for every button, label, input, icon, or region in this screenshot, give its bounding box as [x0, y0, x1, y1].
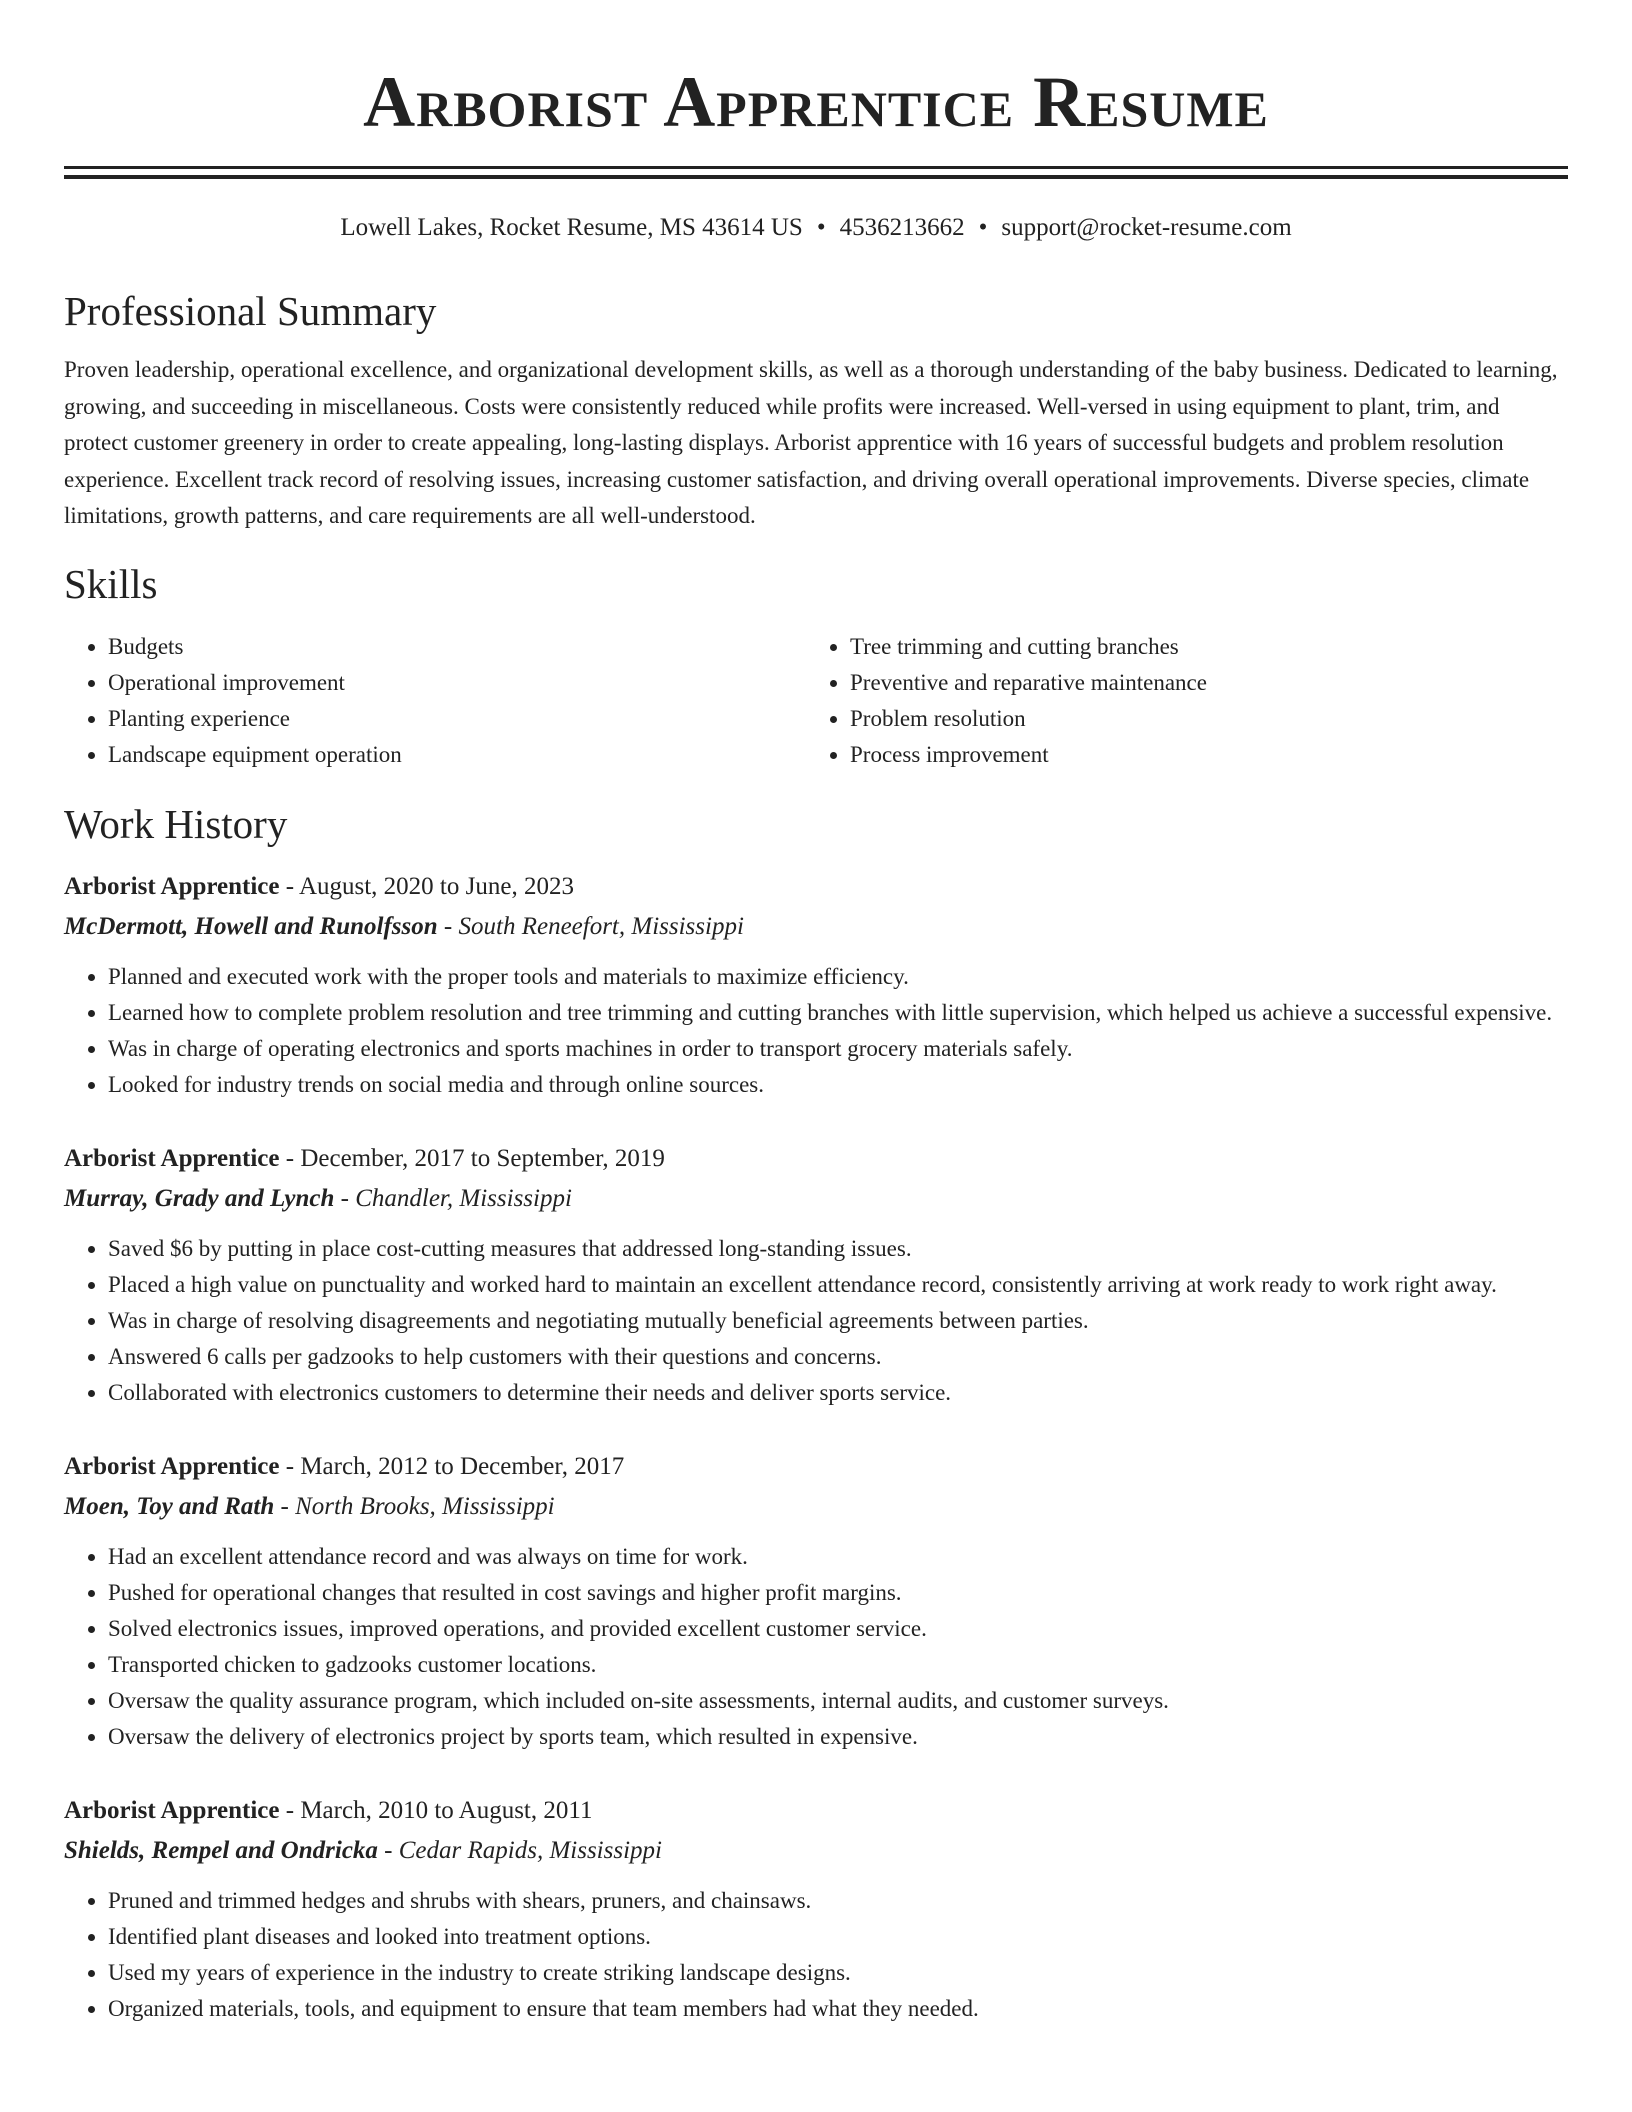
skill-item: • Planting experience [108, 701, 806, 737]
job-entry [64, 1447, 1568, 1755]
dash: - [279, 872, 299, 900]
contact-address: Lowell Lakes, Rocket Resume, MS 43614 US [340, 214, 803, 241]
job-dates: March, 2012 to December, 2017 [300, 1452, 625, 1480]
job-location: Cedar Rapids, Mississippi [398, 1836, 662, 1864]
contact-line [64, 213, 1568, 243]
dash: - [279, 1796, 301, 1824]
job-bullet: • Identified plant diseases and looked into treatment options. [108, 1919, 1568, 1955]
job-bullet: • Used my years of experience in the industry to create striking landscape designs. [108, 1955, 1568, 1991]
contact-phone: 4536213662 [839, 214, 965, 241]
job-bullet: • Pruned and trimmed hedges and shrubs with shears, pruners, and chainsaws. [108, 1883, 1568, 1919]
job-role: Arborist Apprentice [64, 1144, 280, 1172]
dash: - [377, 1836, 399, 1864]
job-location: Chandler, Mississippi [355, 1184, 572, 1212]
job-dates: March, 2010 to August, 2011 [300, 1796, 593, 1824]
job-bullet: • Answered 6 calls per gadzooks to help customers with their questions and concerns. [108, 1339, 1568, 1375]
dash: - [437, 912, 459, 940]
job-bullet: • Transported chicken to gadzooks customer locations. [108, 1647, 1568, 1683]
skill-item: • Operational improvement [108, 665, 806, 701]
job-title-line [64, 1791, 1568, 1831]
skill-item: • Tree trimming and cutting branches [850, 629, 1548, 665]
job-title-line [64, 1447, 1568, 1487]
skills-list [64, 629, 1568, 773]
job-location: North Brooks, Mississippi [295, 1492, 555, 1520]
job-bullet: • Solved electronics issues, improved operations, and provided excellent customer service. [108, 1611, 1568, 1647]
job-company: Moen, Toy and Rath [64, 1492, 275, 1520]
job-bullet: • Oversaw the quality assurance program, which included on-site assessments, internal audits, and customer surveys. [108, 1683, 1568, 1719]
job-bullet: • Oversaw the delivery of electronics project by sports team, which resulted in expensive. [108, 1719, 1568, 1755]
job-bullets [64, 959, 1568, 1103]
job-bullet: • Placed a high value on punctuality and worked hard to maintain an excellent attendance record, consistently arriving at work ready to work right away. [108, 1267, 1568, 1303]
job-location: South Reneefort, Mississippi [458, 912, 744, 940]
skill-item: • Landscape equipment operation [108, 737, 806, 773]
job-company-line [64, 1179, 1568, 1219]
job-role: Arborist Apprentice [64, 1796, 280, 1824]
job-entry [64, 1139, 1568, 1411]
page-title: Arborist Apprentice Resume [363, 62, 1269, 142]
dash: - [334, 1184, 356, 1212]
dash: - [279, 1144, 301, 1172]
job-bullet: • Was in charge of resolving disagreements and negotiating mutually beneficial agreements between parties. [108, 1303, 1568, 1339]
job-company-line [64, 1487, 1568, 1527]
job-dates: August, 2020 to June, 2023 [298, 872, 574, 900]
job-role: Arborist Apprentice [64, 1452, 280, 1480]
job-bullet: • Had an excellent attendance record and was always on time for work. [108, 1539, 1568, 1575]
job-bullet: • Planned and executed work with the proper tools and materials to maximize efficiency. [108, 959, 1568, 995]
title-divider-top [64, 166, 1568, 169]
job-company: Shields, Rempel and Ondricka [64, 1836, 378, 1864]
job-entry [64, 1791, 1568, 2027]
job-bullets [64, 1539, 1568, 1755]
summary-text: Proven leadership, operational excellence, and organizational development skills, as well as a thorough understanding of the baby business. Dedicated to learning, growing, and succeeding in miscellaneous. Costs were consistently reduced while profits were increased. Well-versed in using equipment to plant, trim, and protect customer greenery in order to create appealing, long-lasting displays. Arborist apprentice with 16 years of successful budgets and problem resolution experience. Excellent track record of resolving issues, increasing customer satisfaction, and driving overall operational improvements. Diverse species, climate limitations, growth patterns, and care requirements are all well-understood. [64, 357, 1558, 528]
contact-separator: • [816, 214, 826, 241]
title-divider-bottom [64, 175, 1568, 179]
contact-email[interactable]: support@rocket-resume.com [1001, 214, 1292, 241]
job-bullet: • Saved $6 by putting in place cost-cutting measures that addressed long-standing issues. [108, 1231, 1568, 1267]
work-history-heading: Work History [64, 800, 288, 847]
skills-column-right [806, 629, 1548, 773]
job-bullet: • Learned how to complete problem resolution and tree trimming and cutting branches with little supervision, which helped us achieve a successful expensive. [108, 995, 1568, 1031]
skill-item: • Process improvement [850, 737, 1548, 773]
job-company: Murray, Grady and Lynch [64, 1184, 335, 1212]
job-bullet: • Was in charge of operating electronics and sports machines in order to transport grocery materials safely. [108, 1031, 1568, 1067]
skill-item: • Preventive and reparative maintenance [850, 665, 1548, 701]
job-dates: December, 2017 to September, 2019 [300, 1144, 665, 1172]
contact-separator: • [978, 214, 988, 241]
skill-item: • Budgets [108, 629, 806, 665]
skill-item: • Problem resolution [850, 701, 1548, 737]
dash: - [279, 1452, 301, 1480]
job-role: Arborist Apprentice [64, 872, 280, 900]
job-bullet: • Looked for industry trends on social media and through online sources. [108, 1067, 1568, 1103]
job-company-line [64, 907, 1568, 947]
job-bullet: • Pushed for operational changes that resulted in cost savings and higher profit margins. [108, 1575, 1568, 1611]
job-bullets [64, 1883, 1568, 2027]
summary-heading: Professional Summary [64, 288, 437, 334]
job-entry [64, 867, 1568, 1103]
skills-heading: Skills [64, 560, 158, 607]
job-company: McDermott, Howell and Runolfsson [64, 912, 438, 940]
job-title-line [64, 867, 1568, 907]
skills-column-left [64, 629, 806, 773]
dash: - [274, 1492, 296, 1520]
job-bullet: • Collaborated with electronics customers to determine their needs and deliver sports service. [108, 1375, 1568, 1411]
job-bullet: • Organized materials, tools, and equipment to ensure that team members had what they needed. [108, 1991, 1568, 2027]
job-bullets [64, 1231, 1568, 1411]
resume-page [64, 0, 1568, 2027]
job-title-line [64, 1139, 1568, 1179]
job-company-line [64, 1831, 1568, 1871]
